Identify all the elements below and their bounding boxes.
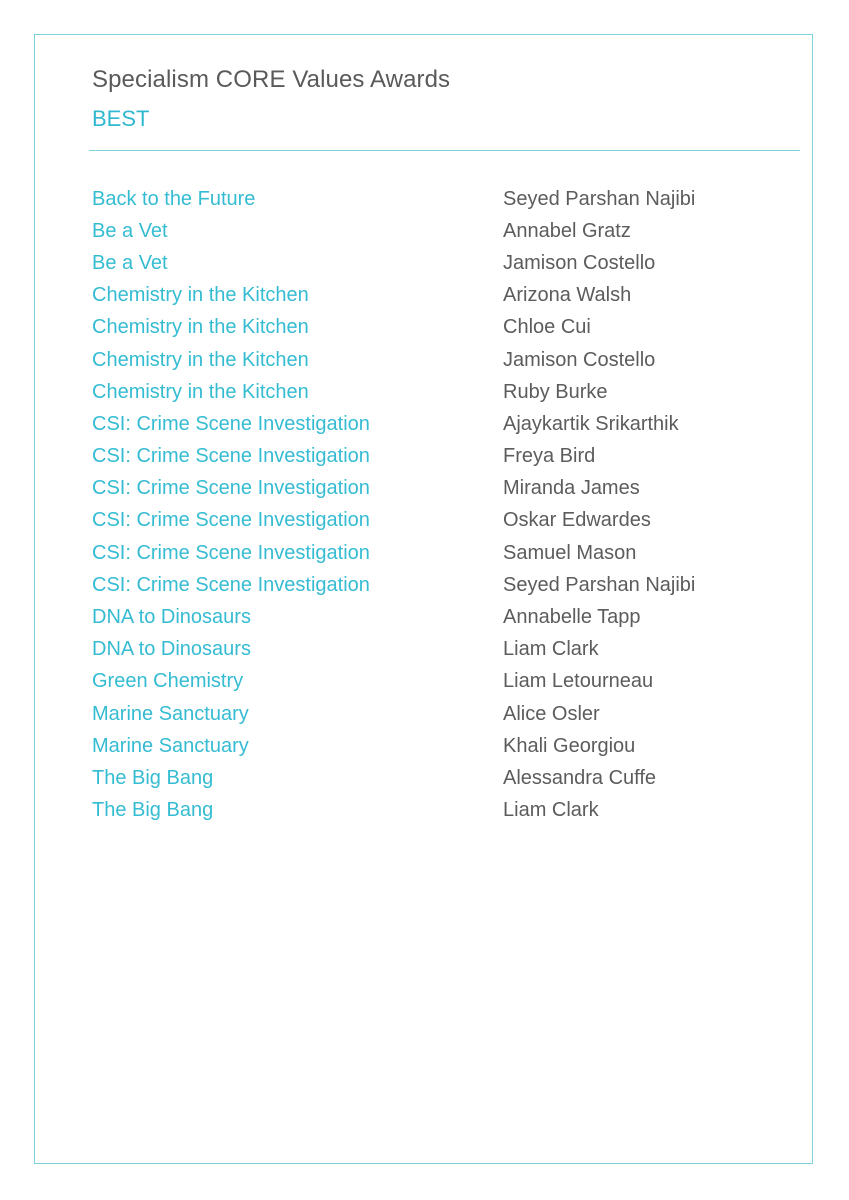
- recipient-name: Arizona Walsh: [503, 284, 632, 307]
- award-row: [92, 601, 772, 633]
- specialism-name: Green Chemistry: [92, 670, 244, 693]
- award-row: [92, 634, 772, 666]
- specialism-name: DNA to Dinosaurs: [92, 638, 251, 661]
- recipient-name: Jamison Costello: [503, 251, 656, 274]
- recipient-name: Ajaykartik Srikarthik: [503, 412, 679, 435]
- recipient-name: Liam Clark: [503, 638, 599, 661]
- document-subtitle: BEST: [92, 106, 150, 131]
- award-list: [92, 183, 772, 827]
- recipient-name: Samuel Mason: [503, 541, 637, 564]
- specialism-name: CSI: Crime Scene Investigation: [92, 541, 370, 564]
- specialism-name: Chemistry in the Kitchen: [92, 380, 309, 403]
- header-divider: [89, 150, 800, 151]
- recipient-name: Alessandra Cuffe: [503, 766, 657, 789]
- recipient-name: Khali Georgiou: [503, 734, 636, 757]
- specialism-name: DNA to Dinosaurs: [92, 606, 251, 629]
- specialism-name: CSI: Crime Scene Investigation: [92, 509, 370, 532]
- award-row: [92, 698, 772, 730]
- award-row: [92, 505, 772, 537]
- specialism-name: Be a Vet: [92, 251, 168, 274]
- specialism-name: Chemistry in the Kitchen: [92, 284, 309, 307]
- recipient-name: Oskar Edwardes: [503, 509, 651, 532]
- specialism-name: Marine Sanctuary: [92, 702, 249, 725]
- recipient-name: Seyed Parshan Najibi: [503, 187, 696, 210]
- award-row: [92, 408, 772, 440]
- recipient-name: Chloe Cui: [503, 316, 591, 339]
- recipient-name: Liam Clark: [503, 799, 599, 822]
- specialism-name: CSI: Crime Scene Investigation: [92, 477, 370, 500]
- award-row: [92, 312, 772, 344]
- specialism-name: The Big Bang: [92, 766, 214, 789]
- recipient-name: Seyed Parshan Najibi: [503, 573, 696, 596]
- award-row: [92, 247, 772, 279]
- award-row: [92, 569, 772, 601]
- award-row: [92, 376, 772, 408]
- specialism-name: Marine Sanctuary: [92, 734, 249, 757]
- award-row: [92, 666, 772, 698]
- document-title: Specialism CORE Values Awards: [92, 66, 451, 93]
- recipient-name: Annabel Gratz: [503, 219, 631, 242]
- award-row: [92, 441, 772, 473]
- recipient-name: Alice Osler: [503, 702, 600, 725]
- specialism-name: Back to the Future: [92, 187, 256, 210]
- recipient-name: Miranda James: [503, 477, 640, 500]
- specialism-name: CSI: Crime Scene Investigation: [92, 412, 370, 435]
- specialism-name: CSI: Crime Scene Investigation: [92, 445, 370, 468]
- recipient-name: Freya Bird: [503, 445, 596, 468]
- award-row: [92, 215, 772, 247]
- award-row: [92, 537, 772, 569]
- recipient-name: Ruby Burke: [503, 380, 608, 403]
- award-row: [92, 280, 772, 312]
- award-row: [92, 762, 772, 794]
- specialism-name: Chemistry in the Kitchen: [92, 316, 309, 339]
- specialism-name: CSI: Crime Scene Investigation: [92, 573, 370, 596]
- award-row: [92, 795, 772, 827]
- specialism-name: Chemistry in the Kitchen: [92, 348, 309, 371]
- award-row: [92, 473, 772, 505]
- recipient-name: Annabelle Tapp: [503, 606, 641, 629]
- recipient-name: Jamison Costello: [503, 348, 656, 371]
- award-row: [92, 183, 772, 215]
- award-row: [92, 344, 772, 376]
- award-row: [92, 730, 772, 762]
- recipient-name: Liam Letourneau: [503, 670, 654, 693]
- specialism-name: The Big Bang: [92, 799, 214, 822]
- specialism-name: Be a Vet: [92, 219, 168, 242]
